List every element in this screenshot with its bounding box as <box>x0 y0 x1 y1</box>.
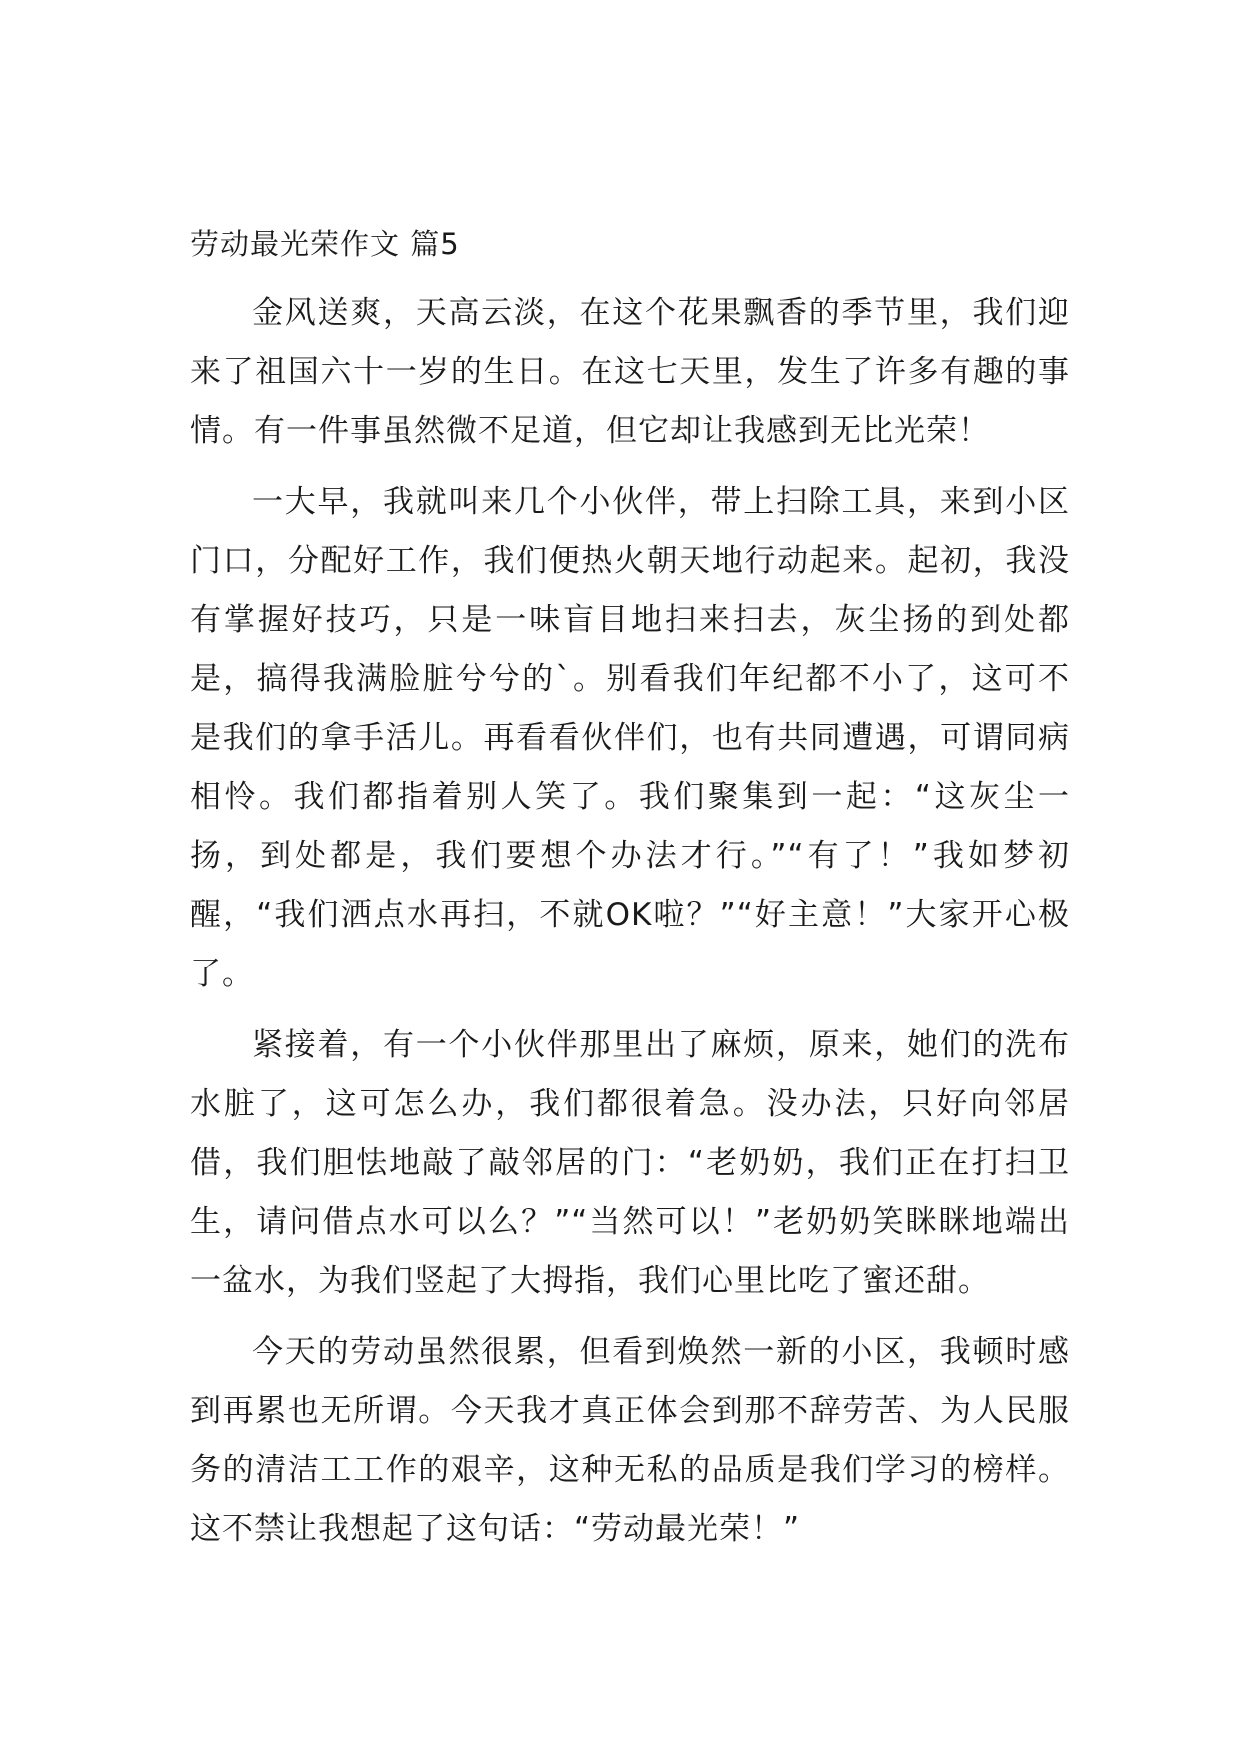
paragraph-2: 一大早，我就叫来几个小伙伴，带上扫除工具，来到小区门口，分配好工作，我们便热火朝天地行动起来。起初，我没有掌握好技巧，只是一味盲目地扫来扫去，灰尘扬的到处都是，搞得我满脸脏兮兮的`。别看我们年纪都不小了，这可不是我们的拿手活儿。再看看伙伴们，也有共同遭遇，可谓同病相怜。我们都指着别人笑了。我们聚集到一起：“这灰尘一扬，到处都是，我们要想个办法才行。”“有了！”我如梦初醒，“我们洒点水再扫，不就OK啦？”“好主意！”大家开心极了。 <box>190 484 1070 992</box>
document-page <box>190 224 1070 1571</box>
paragraph-1: 金风送爽，天高云淡，在这个花果飘香的季节里，我们迎来了祖国六十一岁的生日。在这七天里，发生了许多有趣的事情。有一件事虽然微不足道，但它却让我感到无比光荣！ <box>190 295 1070 449</box>
document-title: 劳动最光荣作文 篇5 <box>190 227 460 261</box>
paragraph-3: 紧接着，有一个小伙伴那里出了麻烦，原来，她们的洗布水脏了，这可怎么办，我们都很着急。没办法，只好向邻居借，我们胆怯地敲了敲邻居的门：“老奶奶，我们正在打扫卫生，请问借点水可以么？”“当然可以！”老奶奶笑眯眯地端出一盆水，为我们竖起了大拇指，我们心里比吃了蜜还甜。 <box>190 1027 1070 1299</box>
paragraph-4: 今天的劳动虽然很累，但看到焕然一新的小区，我顿时感到再累也无所谓。今天我才真正体会到那不辞劳苦、为人民服务的清洁工工作的艰辛，这种无私的品质是我们学习的榜样。这不禁让我想起了这句话：“劳动最光荣！” <box>190 1334 1070 1547</box>
